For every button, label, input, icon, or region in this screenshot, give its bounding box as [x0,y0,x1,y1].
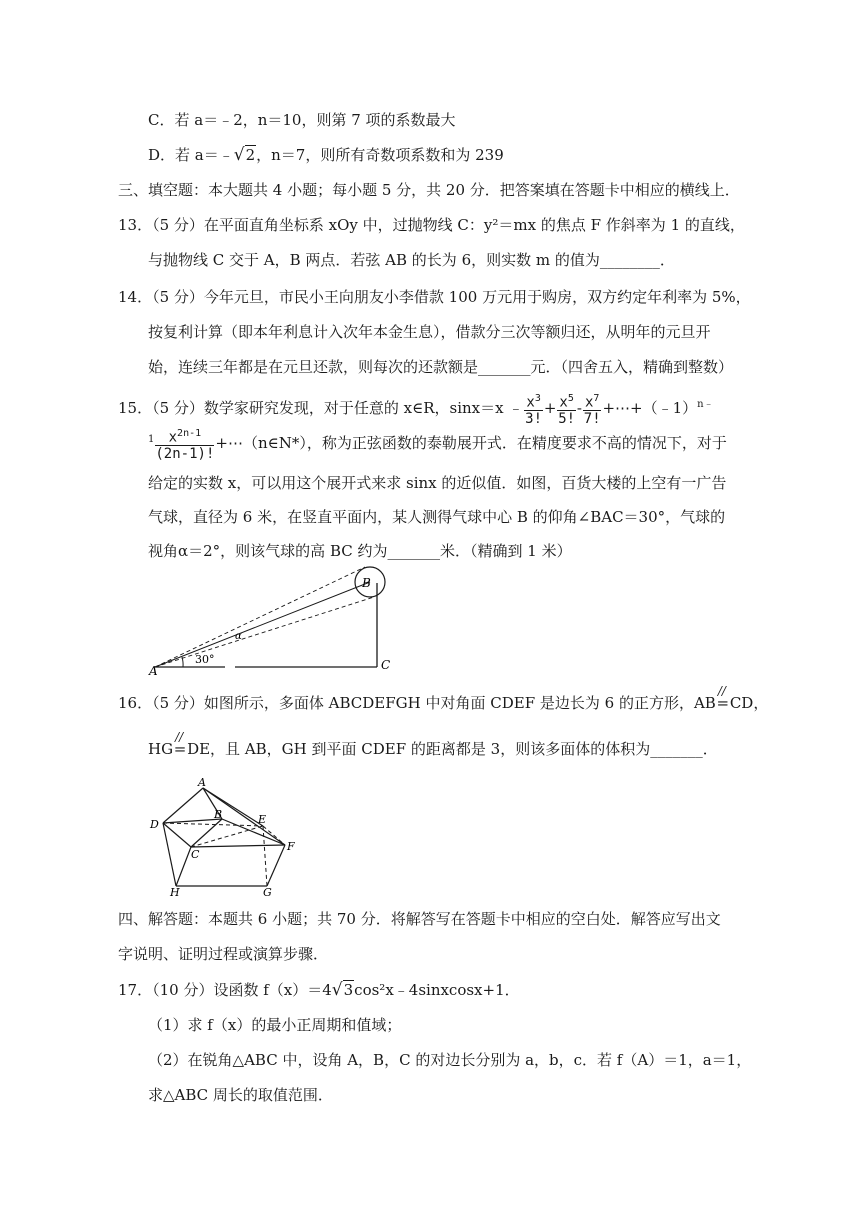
q16-line2-post: DE，且 AB，GH 到平面 CDEF 的距离都是 3，则该多面体的体积为_______． [187,740,718,758]
q13-line2: 与抛物线 C 交于 A，B 两点．若弦 AB 的长为 6，则实数 m 的值为________． [148,251,675,269]
q15-line2-post: +⋯（n∈N*），称为正弦函数的泰勒展开式．在精度要求不高的情况下，对于 [215,434,727,452]
vertex-g: G [263,886,272,896]
line-ab [155,582,370,667]
q14-line3: 始，连续三年都是在元旦还款，则每次的还款额是_______元．（四舍五入，精确到整数） [148,358,734,376]
section4-line1: 四、解答题：本题共 6 小题；共 70 分．将解答写在答题卡中相应的空白处．解答应写出文 [118,910,721,928]
parallel-equal-symbol: // = [173,730,187,758]
edge-ch [176,847,191,886]
q16-text-end: CD， [729,694,769,712]
label-a: A [149,664,158,678]
edge-cf [191,845,285,847]
q15-line4: 气球，直径为 6 米，在竖直平面内，某人测得气球中心 B 的仰角∠BAC＝30°，气球的 [148,508,726,526]
frac-num: x [168,429,178,446]
q15-line2 [148,420,727,463]
q17-part2-line2: 求△ABC 周长的取值范围． [148,1086,333,1104]
edge-ef-hidden [263,826,285,845]
option-c: C．若 a＝﹣2，n＝10，则第 7 项的系数最大 [148,111,456,129]
q17-pre: 17．（10 分）设函数 f（x）＝4 [118,981,332,999]
q16-line2 [148,730,718,759]
label-c: C [381,658,391,672]
frac-num: x [584,394,594,411]
q16-text: 16．（5 分）如图所示，多面体 ABCDEFGH 中对角面 CDEF 是边长为 6 的正方形，AB [118,694,716,712]
fraction-general-term [155,426,214,463]
frac-exp: 7 [593,392,600,404]
frac-den: 5! [558,411,576,428]
sqrt-symbol: √ [331,980,343,1000]
vertex-a: A [198,778,206,789]
q15-tail: +⋯+（﹣1） [602,399,698,417]
tangent-upper [155,567,365,667]
q17-part2-line1: （2）在锐角△ABC 中，设角 A，B，C 的对边长分别为 a，b，c．若 f（A）＝1，a＝1， [148,1051,752,1069]
vertex-e: E [258,813,267,826]
q17-stem [118,980,520,1000]
q16-line2-pre: HG [148,740,174,758]
q15-line3: 给定的实数 x，可以用这个展开式来求 sinx 的近似值．如图，百货大楼的上空有一广告 [148,474,727,492]
q15-line5: 视角α＝2°，则该气球的高 BC 约为_______米．（精确到 1 米） [148,542,572,560]
option-d-prefix: D．若 a＝﹣ [148,146,234,164]
option-d-suffix: ，n＝7，则所有奇数项系数和为 239 [256,146,504,164]
frac-num: x [526,394,535,411]
frac-num: x [559,394,568,411]
section4-line2: 字说明、证明过程或演算步骤． [118,945,329,963]
q16-line1 [118,684,769,713]
minus-sign: - [576,399,582,417]
frac-exp: 2n-1 [177,427,202,439]
q15-prefix: 15．（5 分）数学家研究发现，对于任意的 x∈R，sinx＝x ﹣ [118,399,524,417]
label-alpha: α [235,631,242,642]
vertex-c: C [191,848,200,861]
label-angle: 30° [195,653,215,666]
q15-lead-exp: 1 [148,434,155,445]
label-b: B [362,576,371,590]
frac-den: 3! [525,411,543,428]
frac-exp: 3 [534,392,541,404]
vertex-h: H [170,886,180,896]
edge-ad [163,788,203,823]
edge-eg-hidden [263,826,267,886]
vertex-d: D [150,818,159,831]
frac-den: (2n-1)! [155,446,215,463]
section3-heading: 三、填空题：本大题共 4 小题；每小题 5 分，共 20 分．把答案填在答题卡中相应的横线上． [118,181,740,199]
q17-part1: （1）求 f（x）的最小正周期和值域； [148,1016,402,1034]
option-d [148,145,504,165]
balloon-elevation-figure [145,565,395,680]
q17-radicand: 3 [343,981,354,999]
q15-tail-exp: n﹣ [697,399,714,410]
sqrt-symbol: √ [233,145,245,165]
q14-line2: 按复利计算（即本年利息计入次年本金生息），借款分三次等额归还，从明年的元旦开 [148,323,711,341]
frac-den: 7! [583,411,601,428]
frac-exp: 5 [567,392,574,404]
edge-gf [267,845,285,886]
vertex-f: F [287,840,295,853]
parallel-equal-symbol: // = [716,684,730,712]
q17-post: cos²x﹣4sinxcosx+1． [354,981,520,999]
tangent-lower [155,597,374,667]
polyhedron-figure [145,778,305,896]
plus-sign: + [543,399,557,417]
q14-line1: 14．（5 分）今年元旦，市民小王向朋友小李借款 100 万元用于购房，双方约定年利率为 5%， [118,288,751,306]
edge-de-hidden [163,823,263,826]
vertex-b: B [214,808,223,821]
q13-line1: 13．（5 分）在平面直角坐标系 xOy 中，过抛物线 C：y²＝mx 的焦点 F 作斜率为 1 的直线， [118,216,745,234]
option-d-radicand: 2 [245,146,256,164]
